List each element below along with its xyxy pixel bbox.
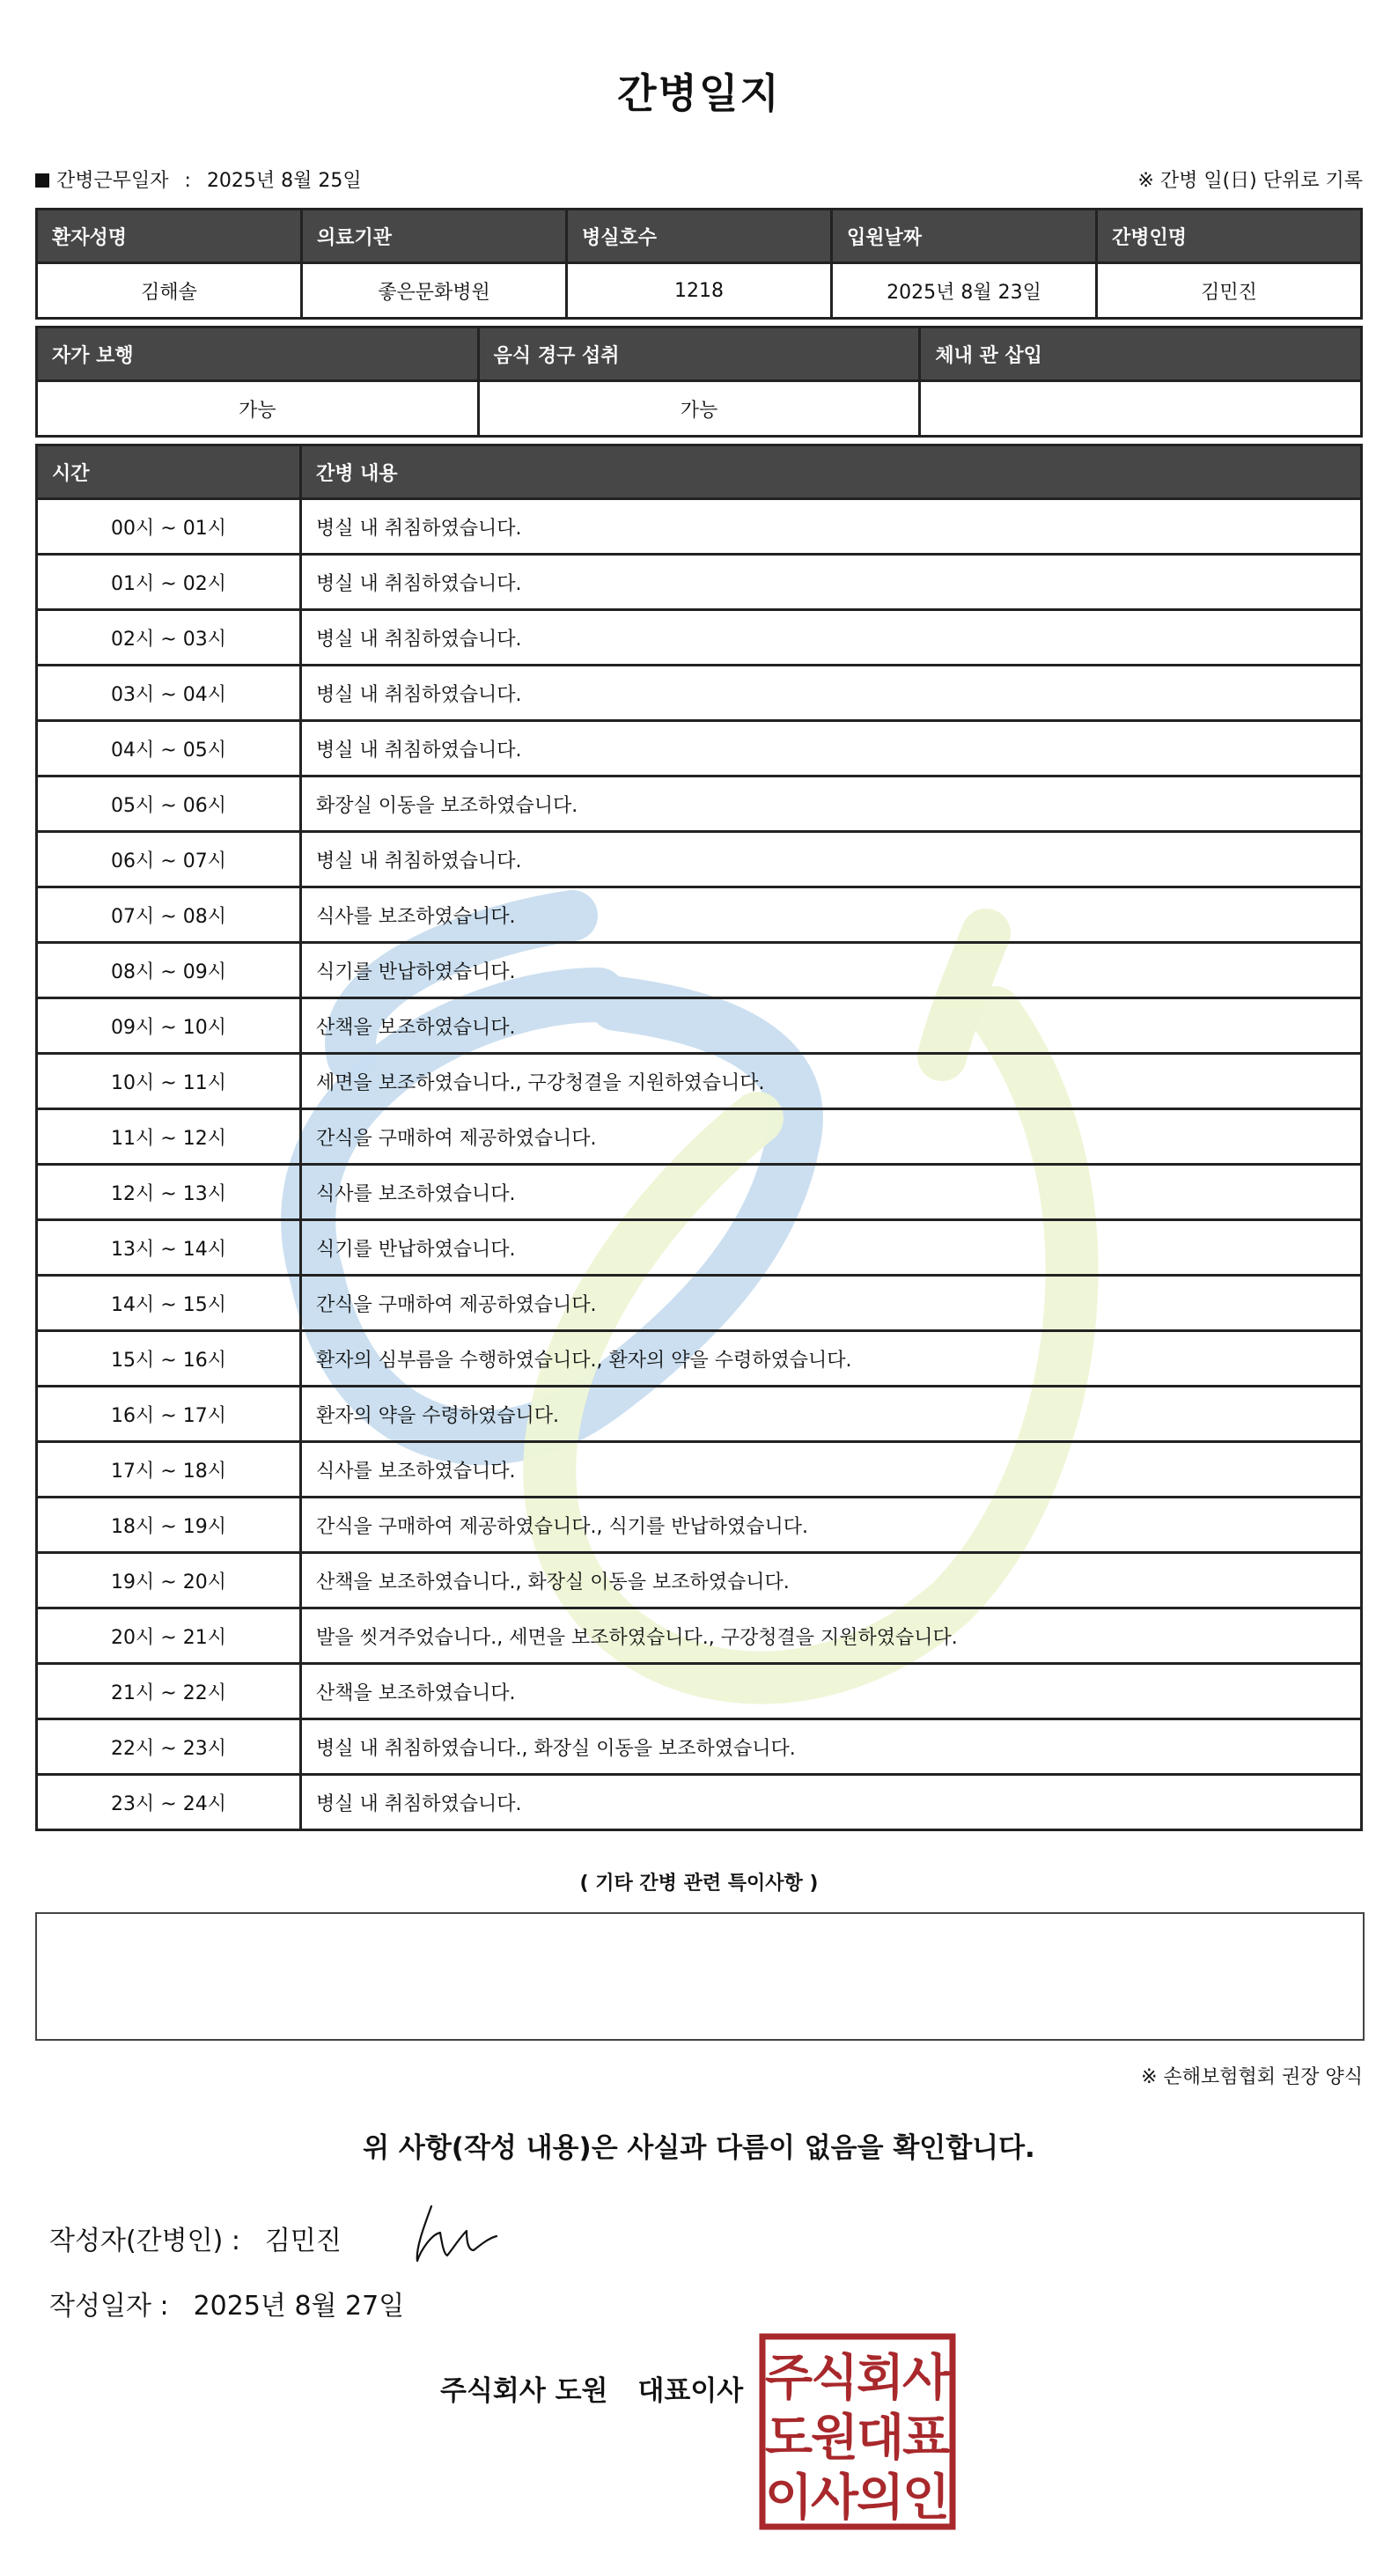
table-row — [37, 1109, 1362, 1165]
seal-character: 원 — [810, 2410, 859, 2467]
table-row — [37, 1719, 1362, 1775]
time-cell: 00시 ~ 01시 — [37, 499, 301, 555]
time-cell: 10시 ~ 11시 — [37, 1054, 301, 1109]
status-header: 체내 관 삽입 — [920, 328, 1362, 381]
content-cell: 식사를 보조하였습니다. — [301, 887, 1362, 943]
square-bullet-icon — [35, 173, 49, 188]
seal-character: 사 — [901, 2350, 951, 2407]
time-cell: 15시 ~ 16시 — [37, 1331, 301, 1387]
seal-character: 사 — [810, 2469, 859, 2527]
content-cell: 병실 내 취침하였습니다. — [301, 832, 1362, 887]
table-row — [37, 1220, 1362, 1276]
info-header: 환자성명 — [37, 210, 302, 263]
time-cell: 05시 ~ 06시 — [37, 776, 301, 832]
table-row — [37, 1165, 1362, 1220]
content-cell: 식사를 보조하였습니다. — [301, 1442, 1362, 1498]
time-cell: 23시 ~ 24시 — [37, 1775, 301, 1830]
table-row — [37, 1054, 1362, 1109]
content-cell: 병실 내 취침하였습니다. — [301, 721, 1362, 776]
seal-character: 식 — [810, 2350, 859, 2407]
time-cell: 17시 ~ 18시 — [37, 1442, 301, 1498]
table-row — [37, 887, 1362, 943]
content-cell: 발을 씻겨주었습니다., 세면을 보조하였습니다., 구강청결을 지원하였습니다. — [301, 1608, 1362, 1664]
time-cell: 09시 ~ 10시 — [37, 998, 301, 1054]
page-title: 간병일지 — [617, 70, 781, 117]
handwritten-signature — [405, 2199, 511, 2270]
table-row — [37, 1276, 1362, 1331]
table-row — [37, 998, 1362, 1054]
content-cell: 병실 내 취침하였습니다. — [301, 555, 1362, 610]
table-row — [37, 1387, 1362, 1442]
time-cell: 06시 ~ 07시 — [37, 832, 301, 887]
seal-character: 인 — [901, 2469, 951, 2527]
company-line — [440, 2368, 743, 2408]
time-cell: 21시 ~ 22시 — [37, 1664, 301, 1719]
self-walking-value: 가능 — [37, 381, 479, 437]
seal-character: 이 — [764, 2469, 813, 2527]
written-date-line — [49, 2284, 404, 2322]
time-cell: 20시 ~ 21시 — [37, 1608, 301, 1664]
time-cell: 03시 ~ 04시 — [37, 666, 301, 721]
table-row — [37, 721, 1362, 776]
table-row — [37, 1553, 1362, 1608]
confirmation-statement: 위 사항(작성 내용)은 사실과 다름이 없음을 확인합니다. — [363, 2132, 1035, 2164]
table-row — [37, 943, 1362, 998]
table-row — [37, 666, 1362, 721]
content-cell: 환자의 약을 수령하였습니다. — [301, 1387, 1362, 1442]
company-name: 주식회사 도원 — [440, 2375, 608, 2407]
time-cell: 02시 ~ 03시 — [37, 610, 301, 666]
care-log-table — [35, 444, 1363, 1831]
writer-line — [49, 2219, 342, 2257]
content-cell: 세면을 보조하였습니다., 구강청결을 지원하였습니다. — [301, 1054, 1362, 1109]
table-row — [37, 499, 1362, 555]
content-cell: 병실 내 취침하였습니다. — [301, 610, 1362, 666]
time-cell: 18시 ~ 19시 — [37, 1498, 301, 1553]
content-cell: 화장실 이동을 보조하였습니다. — [301, 776, 1362, 832]
seal-character: 의 — [856, 2469, 905, 2527]
table-row — [37, 832, 1362, 887]
care-date-line — [35, 166, 362, 193]
table-row — [37, 555, 1362, 610]
time-cell: 19시 ~ 20시 — [37, 1553, 301, 1608]
seal-character: 표 — [901, 2410, 951, 2467]
patient-status-table — [35, 326, 1363, 438]
care-date-label: 간병근무일자 — [56, 170, 169, 192]
table-row — [37, 1608, 1362, 1664]
time-cell: 12시 ~ 13시 — [37, 1165, 301, 1220]
table-row — [37, 1664, 1362, 1719]
content-cell: 간식을 구매하여 제공하였습니다. — [301, 1109, 1362, 1165]
remarks-title: ( 기타 간병 관련 특이사항 ) — [579, 1873, 819, 1895]
table-row — [37, 610, 1362, 666]
status-header: 자가 보행 — [37, 328, 479, 381]
content-cell: 간식을 구매하여 제공하였습니다., 식기를 반납하였습니다. — [301, 1498, 1362, 1553]
table-row — [37, 1442, 1362, 1498]
content-cell: 산책을 보조하였습니다., 화장실 이동을 보조하였습니다. — [301, 1553, 1362, 1608]
content-cell: 산책을 보조하였습니다. — [301, 998, 1362, 1054]
caregiver-name: 김민진 — [1097, 263, 1362, 319]
content-cell: 식사를 보조하였습니다. — [301, 1165, 1362, 1220]
table-row — [37, 1331, 1362, 1387]
time-cell: 11시 ~ 12시 — [37, 1109, 301, 1165]
table-row — [37, 1498, 1362, 1553]
info-header: 입원날짜 — [832, 210, 1097, 263]
info-header: 병실호수 — [567, 210, 832, 263]
table-row — [37, 1775, 1362, 1830]
association-note: ※ 손해보험협회 권장 양식 — [1141, 2066, 1363, 2088]
patient-info-table — [35, 208, 1363, 320]
time-cell: 13시 ~ 14시 — [37, 1220, 301, 1276]
content-cell: 식기를 반납하였습니다. — [301, 943, 1362, 998]
time-cell: 08시 ~ 09시 — [37, 943, 301, 998]
room-number: 1218 — [567, 263, 832, 319]
seal-character: 주 — [764, 2350, 813, 2407]
content-cell: 환자의 심부름을 수행하였습니다., 환자의 약을 수령하였습니다. — [301, 1331, 1362, 1387]
hospital-name: 좋은문화병원 — [302, 263, 567, 319]
info-header: 간병인명 — [1097, 210, 1362, 263]
content-cell: 식기를 반납하였습니다. — [301, 1220, 1362, 1276]
tube-insertion-value — [920, 381, 1362, 437]
status-header: 음식 경구 섭취 — [478, 328, 920, 381]
content-cell: 병실 내 취침하였습니다., 화장실 이동을 보조하였습니다. — [301, 1719, 1362, 1775]
care-date-colon: : — [184, 170, 191, 192]
table-row — [37, 776, 1362, 832]
writer-label: 작성자(간병인) : — [49, 2226, 240, 2256]
content-cell: 병실 내 취침하였습니다. — [301, 666, 1362, 721]
time-cell: 01시 ~ 02시 — [37, 555, 301, 610]
seal-character: 도 — [764, 2410, 813, 2467]
time-cell: 04시 ~ 05시 — [37, 721, 301, 776]
time-cell: 14시 ~ 15시 — [37, 1276, 301, 1331]
time-cell: 22시 ~ 23시 — [37, 1719, 301, 1775]
writer-name: 김민진 — [264, 2226, 342, 2256]
admission-date: 2025년 8월 23일 — [832, 263, 1097, 319]
care-date-value: 2025년 8월 25일 — [206, 170, 362, 192]
content-cell: 병실 내 취침하였습니다. — [301, 499, 1362, 555]
seal-character: 대 — [856, 2410, 905, 2467]
time-header: 시간 — [37, 445, 301, 499]
time-cell: 16시 ~ 17시 — [37, 1387, 301, 1442]
content-cell: 병실 내 취침하였습니다. — [301, 1775, 1362, 1830]
content-header: 간병 내용 — [301, 445, 1362, 499]
company-seal-stamp — [759, 2333, 956, 2530]
representative-title: 대표이사 — [637, 2375, 744, 2407]
patient-name: 김해솔 — [37, 263, 302, 319]
written-date-value: 2025년 8월 27일 — [193, 2291, 405, 2322]
seal-character: 회 — [856, 2350, 905, 2407]
time-cell: 07시 ~ 08시 — [37, 887, 301, 943]
content-cell: 산책을 보조하였습니다. — [301, 1664, 1362, 1719]
written-date-label: 작성일자 : — [49, 2291, 169, 2322]
oral-intake-value: 가능 — [478, 381, 920, 437]
remarks-box — [35, 1912, 1365, 2041]
info-header: 의료기관 — [302, 210, 567, 263]
content-cell: 간식을 구매하여 제공하였습니다. — [301, 1276, 1362, 1331]
record-unit-note: ※ 간병 일(日) 단위로 기록 — [1137, 170, 1363, 192]
